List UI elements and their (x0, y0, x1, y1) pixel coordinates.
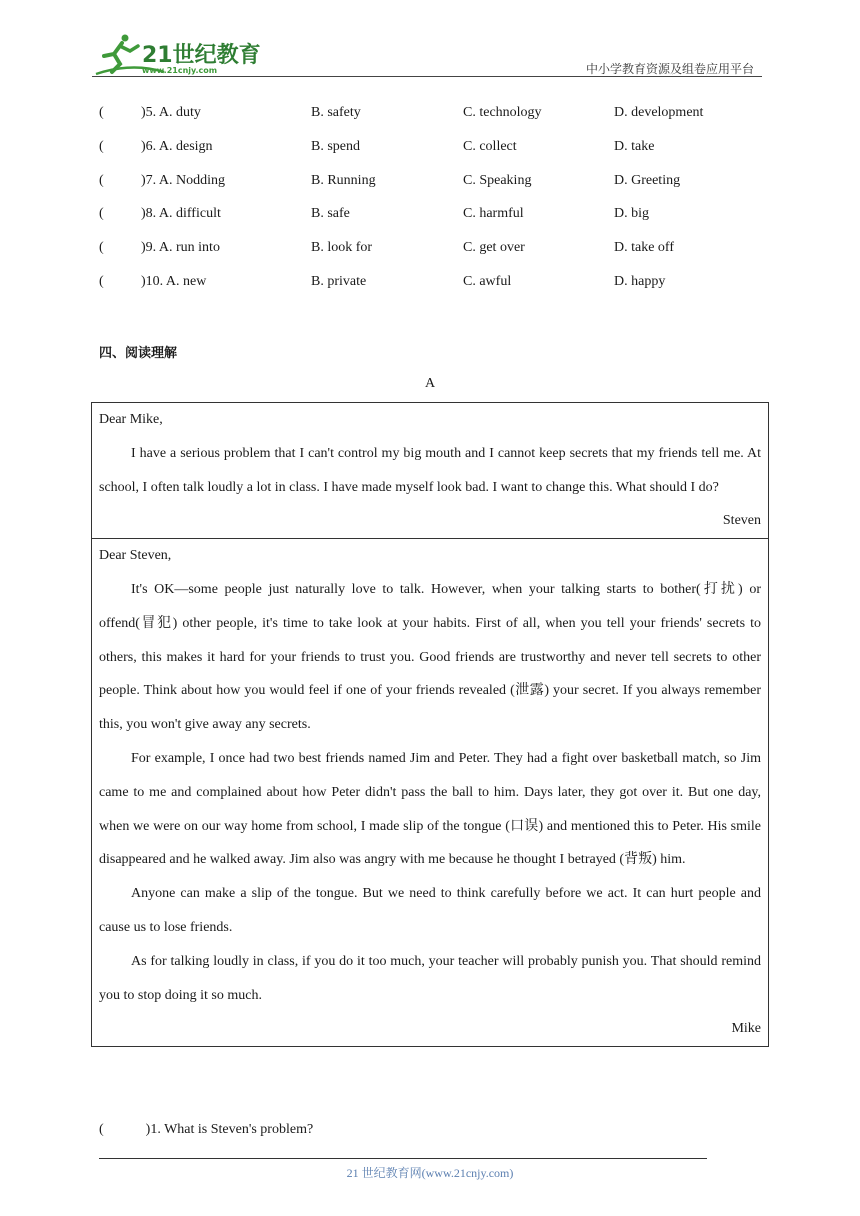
option-b: B. private (311, 273, 367, 289)
letter-greeting: Dear Steven, (99, 548, 172, 564)
option-c: C. Speaking (463, 172, 532, 188)
answer-paren: ( (99, 138, 104, 154)
footer-link[interactable]: 21 世纪教育网(www.21cnjy.com) (346, 1166, 514, 1180)
letter-signature: Mike (731, 1021, 761, 1037)
option-a: )5. A. duty (141, 105, 201, 120)
letter-paragraph: Anyone can make a slip of the tongue. But we need to think carefully before we act. It can hurt people and cause us to lose friends. (99, 886, 761, 935)
option-d: D. take off (614, 240, 674, 256)
letter-body: I have a serious problem that I can't control my big mouth and I cannot keep secrets that my friends tell me. At school, I often talk loudly a lot in class. I have made myself look bad. I want to change this. What should I do? (99, 445, 761, 495)
svg-text:21世纪教育: 21世纪教育 (142, 43, 261, 68)
option-c: C. awful (463, 273, 512, 289)
page-header (92, 32, 762, 78)
option-d: D. happy (614, 273, 666, 289)
section-title: 四、阅读理解 (99, 346, 178, 361)
option-b: B. look for (311, 240, 373, 256)
option-b: B. safe (311, 206, 350, 222)
svg-text:www.21cnjy.com: www.21cnjy.com (142, 66, 218, 75)
mc-question-8 (99, 206, 779, 240)
letter-signature: Steven (722, 513, 761, 529)
option-a: )10. A. new (141, 273, 207, 289)
mc-question-10 (99, 274, 779, 308)
letter-paragraph: As for talking loudly in class, if you do it too much, your teacher will probably punish you. That should remind you to stop doing it so much. (99, 953, 761, 1003)
option-d: D. take (614, 138, 655, 154)
site-logo[interactable] (92, 32, 262, 76)
mc-question-5 (99, 105, 779, 139)
option-b: B. safety (311, 105, 361, 120)
letters-table (91, 402, 769, 1047)
header-divider (92, 76, 762, 77)
option-d: D. Greeting (614, 172, 681, 188)
answer-paren: ( (99, 172, 104, 188)
answer-paren: ( (99, 105, 104, 120)
answer-paren: ( (99, 1122, 104, 1137)
multiple-choice-list (99, 105, 779, 308)
mc-question-6 (99, 139, 779, 173)
passage-label: A (424, 376, 436, 391)
option-b: B. Running (311, 172, 376, 188)
mc-question-9 (99, 240, 779, 274)
option-d: D. development (614, 105, 704, 120)
runner-logo-icon (92, 32, 262, 76)
option-a: )7. A. Nodding (141, 172, 225, 188)
letter-paragraph: It's OK—some people just naturally love to talk. However, when your talking starts to bother(打扰) or offend(冒犯) other people, it's time to take look at your habits. First of all, when you tell your friends' secrets to others, this makes it hard for your friends to trust you. Good friends are trustworthy and never tell secrets to other people. Think about how you would feel if one of your friends revealed (泄露) your secret. If you always remember this, you won't give away any secrets. (99, 581, 761, 733)
option-c: C. get over (463, 240, 525, 256)
mc-question-7 (99, 173, 779, 207)
letter-greeting: Dear Mike, (99, 412, 163, 427)
answer-paren: ( (99, 240, 104, 256)
option-d: D. big (614, 206, 649, 222)
option-c: C. harmful (463, 206, 524, 222)
letter-paragraph: For example, I once had two best friends named Jim and Peter. They had a fight over basketball match, so Jim came to me and complained about how Peter didn't pass the ball to him. Days later, they got over it. But one day, when we were on our way home from school, I made slip of the tongue (口误) and mentioned this to Peter. His smile disappeared and he walked away. Jim also was angry with me because he thought I betrayed (背叛) him. (99, 750, 761, 868)
reading-question-1 (99, 1122, 313, 1138)
footer-divider (99, 1158, 707, 1159)
question-text: )1. What is Steven's problem? (145, 1122, 314, 1137)
option-a: )9. A. run into (141, 240, 220, 256)
option-c: C. technology (463, 105, 542, 120)
option-a: )8. A. difficult (141, 206, 221, 222)
option-b: B. spend (311, 138, 360, 154)
answer-paren: ( (99, 206, 104, 222)
answer-paren: ( (99, 273, 104, 289)
letter-from-steven (92, 403, 768, 538)
letter-from-mike (92, 538, 768, 1046)
option-c: C. collect (463, 138, 517, 154)
option-a: )6. A. design (141, 138, 213, 154)
platform-name: 中小学教育资源及组卷应用平台 (585, 62, 754, 76)
